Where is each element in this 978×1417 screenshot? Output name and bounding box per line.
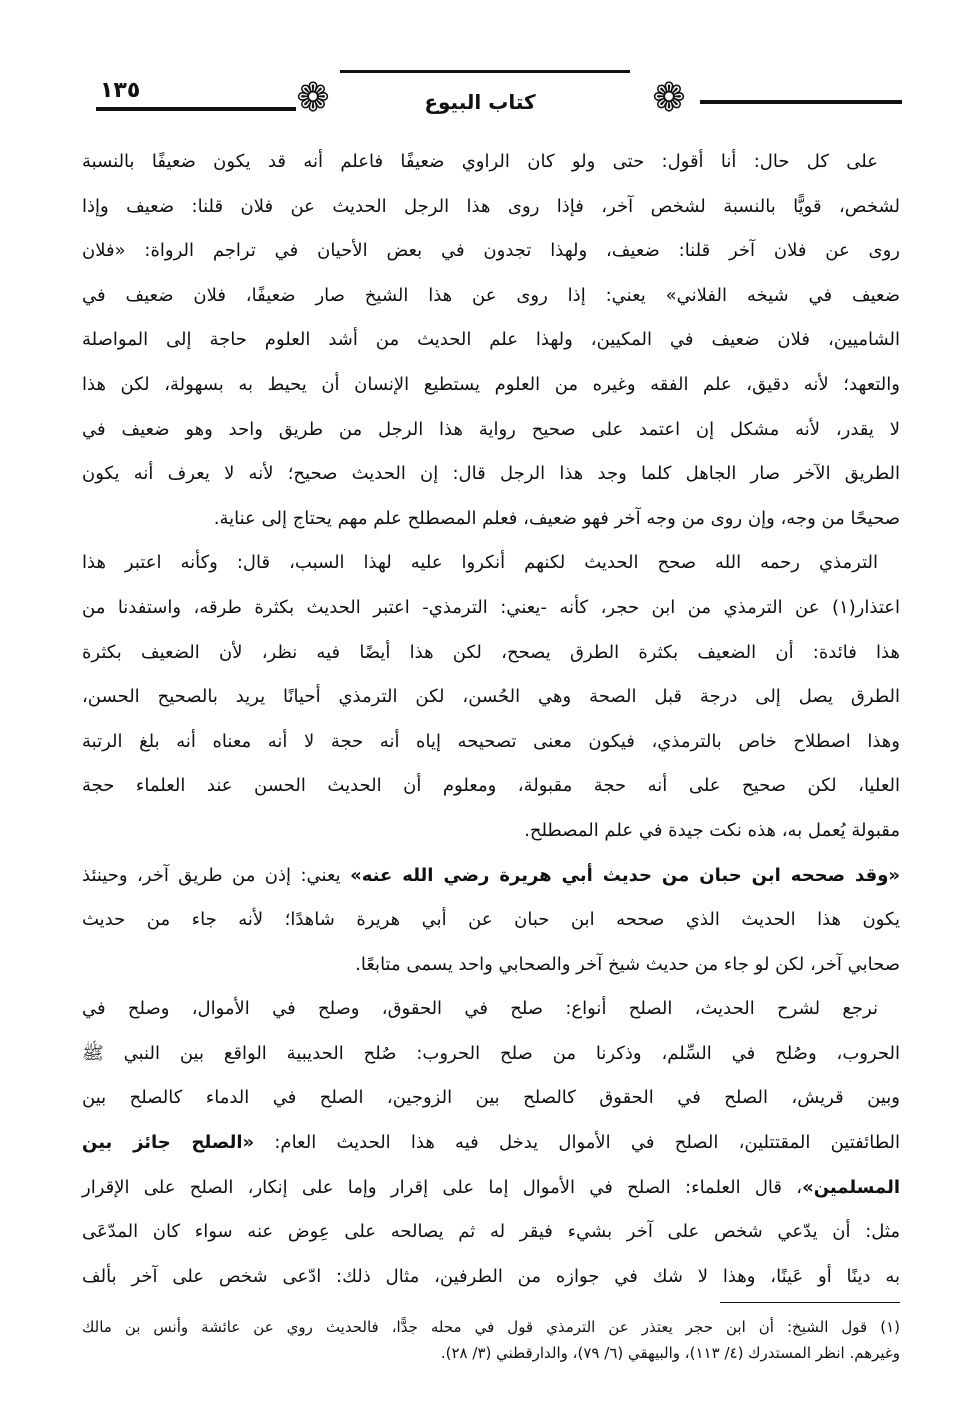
text-line xyxy=(82,720,900,765)
text-line xyxy=(82,363,900,408)
footnotes xyxy=(82,1314,900,1366)
text-line xyxy=(82,987,900,1032)
line-segment: لا يقدر، لأنه مشكل إن اعتمد على صحيح رواية هذا الرجل من طريق واحد وهو ضعيف في xyxy=(82,418,900,440)
line-segment: الطائفتين المقتتلين، الصلح في الأموال يدخل فيه هذا الحديث العام: xyxy=(254,1132,901,1154)
line-segment: الترمذي رحمه الله صحح الحديث لكنهم أنكروا عليه لهذا السبب، قال: وكأنه اعتبر هذا xyxy=(82,552,878,574)
text-line xyxy=(82,140,900,185)
text-line xyxy=(82,631,900,676)
line-segment: ضعيف في شيخه الفلاني» يعني: إذا روى عن هذا الشيخ صار ضعيفًا، فلان ضعيف في xyxy=(82,284,900,306)
footnote-line: (١) قول الشيخ: أن ابن حجر يعتذر عن الترمذي قول في محله جدًّا، فالحديث روي عن عائشة وأنس بن مالك xyxy=(82,1318,900,1336)
quoted-hadith-text: المسلمين» xyxy=(802,1176,900,1198)
text-line xyxy=(82,408,900,453)
line-segment: الحروب، وصُلح في السِّلم، وذكرنا من صلح الحروب: صُلح الحديبية الواقع بين النبي ﷺ xyxy=(82,1042,900,1064)
line-segment: يكون هذا الحديث الذي صححه ابن حبان عن أبي هريرة شاهدًا؛ لأنه جاء من حديث xyxy=(82,909,900,931)
text-line xyxy=(82,809,900,854)
line-segment: الشاميين، فلان ضعيف في المكيين، ولهذا علم الحديث من أشد العلوم حاجة إلى المواصلة xyxy=(82,329,900,351)
header-top-rule xyxy=(340,70,630,73)
page-number-rule xyxy=(96,107,296,111)
chapter-title: كتاب البيوع xyxy=(424,90,536,114)
line-segment: يعني: إذن من طريق آخر، وحينئذ xyxy=(82,864,351,886)
line-segment: والتعهد؛ لأنه دقيق، علم الفقه وغيره من العلوم يستطيع الإنسان أن يحيط به بسهولة، لكن هذا xyxy=(82,373,900,395)
text-line xyxy=(82,1076,900,1121)
text-line xyxy=(82,318,900,363)
text-line xyxy=(82,854,900,899)
footnote-separator xyxy=(720,1302,900,1303)
line-segment: الطريق الآخر صار الجاهل كلما وجد هذا الرجل قال: إن الحديث صحيح؛ لأنه لا يعرف أنه يكون xyxy=(82,463,900,485)
text-line xyxy=(82,541,900,586)
line-segment: العليا، لكن صحيح على أنه حجة مقبولة، ومعلوم أن الحديث الحسن عند العلماء حجة xyxy=(82,775,900,797)
text-line xyxy=(82,764,900,809)
quoted-hadith-text: «وقد صححه ابن حبان من حديث أبي هريرة رضي الله عنه» xyxy=(350,864,901,886)
text-line xyxy=(82,1121,900,1166)
line-segment: على كل حال: أنا أقول: حتى ولو كان الراوي ضعيفًا فاعلم أنه قد يكون ضعيفًا بالنسبة xyxy=(82,151,878,172)
text-line xyxy=(82,1032,900,1077)
text-line xyxy=(82,185,900,230)
line-segment: مقبولة يُعمل به، هذه نكت جيدة في علم المصطلح. xyxy=(524,819,900,841)
text-line xyxy=(82,898,900,943)
line-segment: هذا فائدة: أن الضعيف بكثرة الطرق يصحح، لكن هذا أيضًا فيه نظر، لأن الضعيف بكثرة xyxy=(82,641,900,663)
line-segment: الطرق يصل إلى درجة قبل الصحة وهي الحُسن، لكن الترمذي أحيانًا يريد بالصحيح الحسن، xyxy=(82,686,900,708)
line-segment: وبين قريش، الصلح في الحقوق كالصلح بين الزوجين، الصلح في الدماء كالصلح بين xyxy=(82,1087,900,1109)
line-segment: وهذا اصطلاح خاص بالترمذي، فيكون معنى تصحيحه إياه أنه حجة لا أنه معناه أنه بلغ الرتبة xyxy=(82,730,900,752)
text-line xyxy=(82,1255,900,1300)
text-line xyxy=(82,274,900,319)
ornament-right-icon: ❁ xyxy=(652,75,686,121)
line-segment: نرجع لشرح الحديث، الصلح أنواع: صلح في الحقوق، وصلح في الأموال، وصلح في xyxy=(82,998,878,1020)
page-number: ١٣٥ xyxy=(100,78,141,103)
footnote-line: وغيرهم. انظر المستدرك (٤/ ١١٣)، والبيهقي (٦/ ٧٩)، والدارقطني (٣/ ٢٨). xyxy=(440,1344,900,1362)
text-line xyxy=(82,497,900,542)
line-segment: مثل: أن يدّعي شخص على آخر بشيء فيقر له ثم يصالحه على عِوض عنه سواء كان المدّعَى xyxy=(82,1221,900,1243)
page-header xyxy=(0,0,978,130)
quoted-hadith-text: «الصلح جائز بين xyxy=(82,1132,255,1154)
text-line xyxy=(82,943,900,988)
text-line xyxy=(82,586,900,631)
ornament-left-icon: ❁ xyxy=(296,75,330,121)
body-text xyxy=(82,140,900,1299)
line-segment: روى عن فلان آخر قلنا: ضعيف، ولهذا تجدون في بعض الأحيان في تراجم الرواة: «فلان xyxy=(82,240,900,262)
line-segment: صحابي آخر، لكن لو جاء من حديث شيخ آخر والصحابي واحد يسمى متابعًا. xyxy=(355,953,900,975)
line-segment: ، قال العلماء: الصلح في الأموال إما على إقرار وإما على إنكار، الصلح على الإقرار xyxy=(82,1176,803,1198)
text-line xyxy=(82,229,900,274)
line-segment: به دينًا أو عَينًا، وهذا لا شك في جوازه من الطرفين، مثال ذلك: ادّعى شخص على آخر بألف xyxy=(82,1265,900,1287)
line-segment: اعتذار(١) عن الترمذي من ابن حجر، كأنه -يعني: الترمذي- اعتبر الحديث بكثرة طرقه، واستفدنا من xyxy=(82,596,900,618)
line-segment: لشخص، قويًّا بالنسبة لشخص آخر، فإذا روى هذا الرجل الحديث عن فلان قلنا: ضعيف وإذا xyxy=(82,195,900,217)
line-segment: صحيحًا من وجه، وإن روى من وجه آخر فهو ضعيف، فعلم المصطلح علم مهم يحتاج إلى عناية. xyxy=(213,507,900,529)
text-line xyxy=(82,1210,900,1255)
text-line xyxy=(82,675,900,720)
text-line xyxy=(82,452,900,497)
text-line xyxy=(82,1166,900,1211)
header-right-rule xyxy=(700,100,902,104)
